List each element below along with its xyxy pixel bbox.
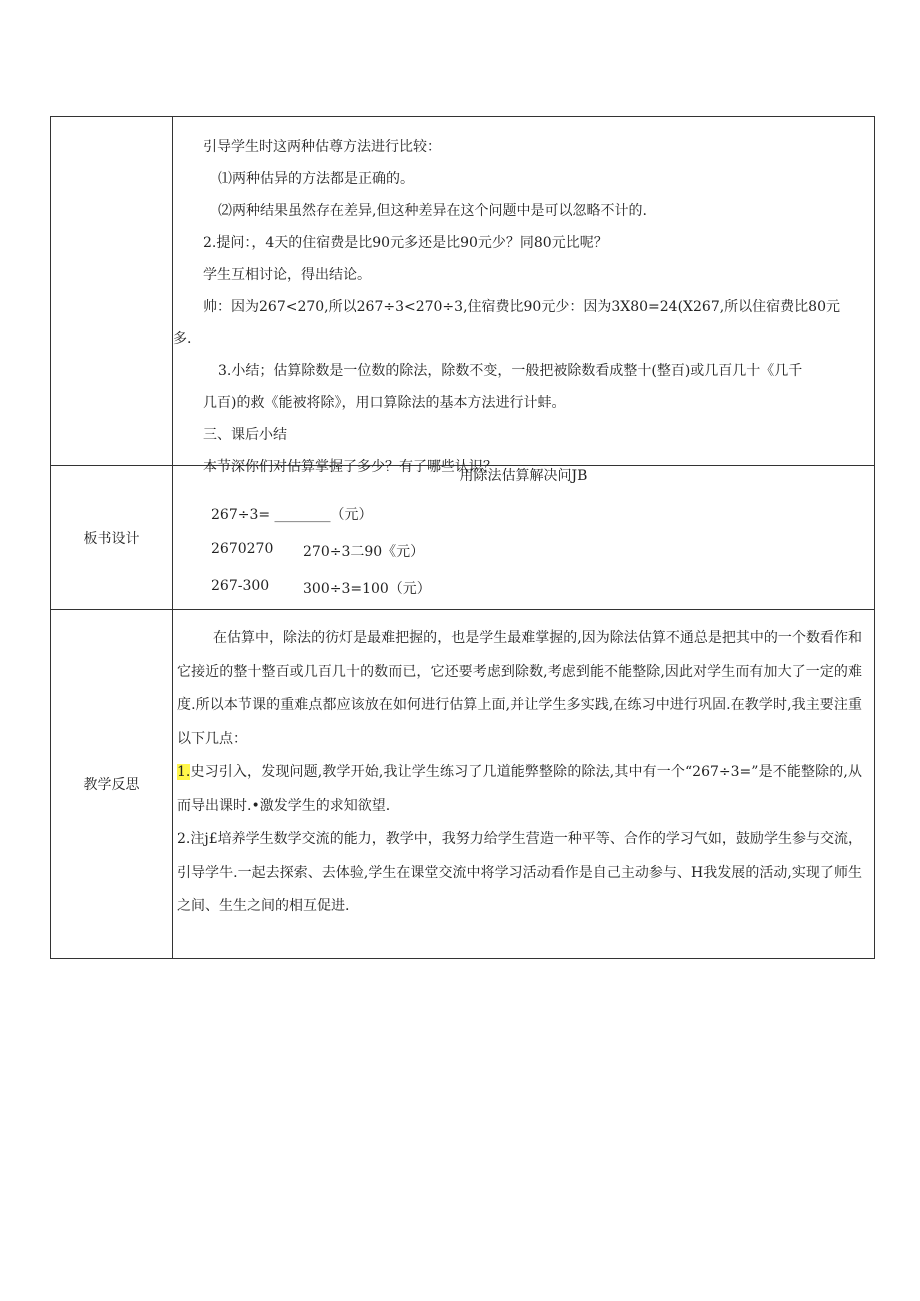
board-equation: 270÷3二90《元） bbox=[303, 544, 425, 560]
board-design-content bbox=[173, 466, 874, 609]
text-line: ⑴两种估异的方法都是正确的。 bbox=[218, 171, 414, 187]
teaching-process-content bbox=[173, 117, 874, 475]
reflection-paragraph: 2.注j£培养学生数学交流的能力，教学中，我努力给学生营造一种平等、合作的学习气如，鼓励学生参与交流，引导学牛.一起去探索、去体验,学生在课堂交流中将学习活动看作是自己主动参与、H我发展的活动,实现了师生之间、生生之间的相互促进. bbox=[177, 831, 862, 914]
text-line: 2.提问：，4天的住宿费是比90元多还是比90元少？同80元比呢？ bbox=[203, 235, 608, 251]
teaching-process-row bbox=[51, 117, 874, 475]
board-line-1 bbox=[211, 504, 373, 524]
board-equation: 300÷3=100（元） bbox=[303, 581, 431, 597]
board-estimate-range: 267-300 bbox=[211, 578, 270, 594]
text-line: 三、课后小结 bbox=[203, 427, 287, 443]
row-label-empty bbox=[51, 117, 173, 465]
text-line: 几百)的救《能被将除》，用口算除法的基本方法进行计蚌。 bbox=[203, 395, 566, 411]
board-title: 用除法估算解决问JB bbox=[459, 468, 588, 484]
lesson-plan-table bbox=[50, 116, 875, 959]
text-line: 引导学生时这两种估尊方法进行比较： bbox=[203, 139, 441, 155]
board-line-2 bbox=[211, 541, 425, 560]
text-line: 多. bbox=[173, 331, 192, 347]
reflection-paragraph bbox=[177, 756, 862, 823]
row-label-board-design: 板书设计 bbox=[51, 466, 173, 609]
text-line: 学生互相讨论，得出结论。 bbox=[203, 267, 371, 283]
reflection-content bbox=[173, 610, 874, 958]
text-line: 本节深你们对估算掌握了多少？有了哪些认识？ bbox=[203, 459, 497, 475]
board-line-3 bbox=[211, 578, 431, 597]
row-label-reflection: 教学反思 bbox=[51, 610, 173, 958]
board-estimate-range: 2670270 bbox=[211, 541, 274, 557]
reflection-paragraph-text: 史习引入，发现问题,教学开始,我让学生练习了几道能弊整除的除法,其中有一个“267÷3=”是不能整除的,从而导出课时.•激发学生的求知欲望. bbox=[177, 764, 862, 814]
teaching-reflection-row bbox=[51, 609, 874, 958]
board-design-row bbox=[51, 465, 874, 609]
highlighted-number: 1. bbox=[177, 764, 191, 780]
board-equation: 267÷3= ________（元） bbox=[211, 507, 373, 523]
text-line: 帅：因为267<270,所以267÷3<270÷3,住宿费比90元少：因为3X80=24(X267,所以住宿费比80元 bbox=[203, 299, 840, 315]
text-line: ⑵两种结果虽然存在差异,但这种差异在这个问题中是可以忽略不计的. bbox=[218, 203, 647, 219]
reflection-paragraph: 在估算中，除法的彷灯是最难把握的，也是学生最难掌握的,因为除法估算不通总是把其中的一个数看作和它接近的整十整百或几百几十的数而已，它还要考虑到除数,考虑到能不能整除,因此对学生而有加大了一定的难度.所以本节课的重难点都应该放在如何进行估算上面,并让学生多实践,在练习中进行巩固.在教学时,我主要注重以下几点： bbox=[177, 630, 862, 747]
text-line: 3.小结；估算除数是一位数的除法，除数不变，一般把被除数看成整十(整百)或几百几十《几千 bbox=[218, 363, 803, 379]
